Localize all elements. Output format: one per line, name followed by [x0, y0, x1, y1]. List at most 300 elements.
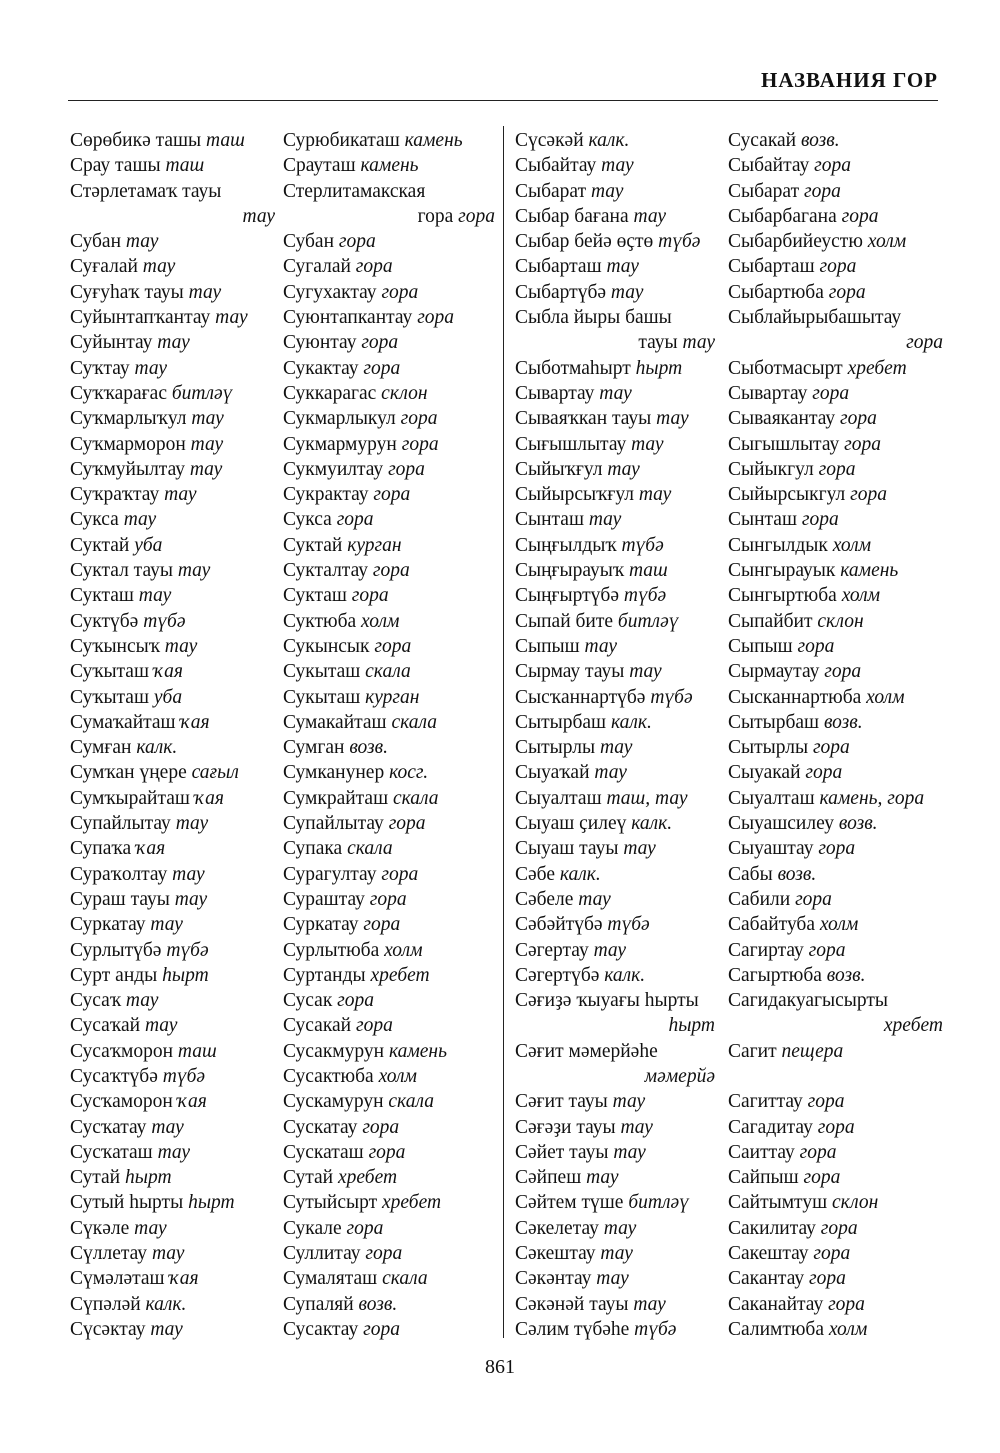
entry-name: Сусактау: [283, 1318, 364, 1340]
dictionary-entry: [515, 609, 715, 634]
entry-name: Суҡыташ: [70, 661, 154, 683]
entry-name: Сәғит мәмерйәһе: [515, 1040, 658, 1062]
dictionary-entry: [515, 1190, 715, 1215]
entry-term: тау: [584, 635, 618, 657]
dictionary-entry: [283, 685, 495, 710]
entry-name: Сыбайтау: [728, 155, 815, 177]
entry-term: тау: [594, 762, 627, 784]
entry-name: Сыбарат: [728, 180, 804, 202]
entry-name: Сытырлы: [515, 737, 600, 759]
entry-term: битләү: [171, 382, 233, 404]
dictionary-entry: [283, 1064, 495, 1089]
entry-term: һырт: [188, 1192, 235, 1214]
entry-term: түбә: [650, 686, 693, 708]
entry-term: уба: [153, 686, 183, 708]
entry-term: тау: [164, 484, 197, 506]
entry-name: Сураштау: [283, 888, 370, 910]
entry-term: склон: [831, 1192, 879, 1214]
entry-name: Сынгырауык: [728, 560, 841, 582]
entry-term: тау: [629, 661, 662, 683]
entry-term: тау: [631, 433, 664, 455]
dictionary-entry: [283, 1317, 495, 1342]
dictionary-entry: [728, 583, 943, 608]
entry-term: гора: [400, 408, 438, 430]
entry-term: холм: [866, 686, 905, 708]
entry-name: Сәкелетау: [515, 1217, 604, 1239]
entry-name: Сывартау: [728, 382, 813, 404]
dictionary-entry: [283, 558, 495, 583]
entry-name: Сыбарташ: [515, 256, 607, 278]
entry-name: Сускамурун: [283, 1091, 389, 1113]
dictionary-entry: [515, 507, 715, 532]
entry-term: ҡая: [177, 1091, 207, 1113]
entry-term: гора: [812, 737, 850, 759]
entry-name: Сыбла йыры башы: [515, 307, 672, 329]
entry-name: Сурюбикаташ: [283, 130, 405, 151]
dictionary-entry: [728, 1013, 943, 1038]
dictionary-entry: [283, 710, 495, 735]
entry-name: Сускатау: [283, 1116, 363, 1138]
dictionary-entry: [728, 963, 943, 988]
entry-name: Сусаҡтүбә: [70, 1065, 163, 1087]
entry-name: Сугухактау: [283, 281, 382, 303]
dictionary-entry: [283, 609, 495, 634]
entry-term: ҡая: [194, 787, 224, 809]
entry-name: Сукса: [283, 509, 337, 531]
entry-name: Сусакмурун: [283, 1040, 389, 1062]
column-bashkir-right: [515, 128, 715, 1342]
entry-name: Сырмау тауы: [515, 661, 630, 683]
entry-name: Сыйырсыҡғул: [515, 484, 639, 506]
entry-term: тау: [599, 382, 632, 404]
dictionary-entry: [70, 811, 275, 836]
entry-term: гора: [841, 205, 879, 227]
dictionary-entry: [515, 229, 715, 254]
dictionary-entry: [70, 229, 275, 254]
entry-term: косг.: [389, 762, 429, 784]
entry-name: гора: [417, 205, 459, 227]
entry-term: гора: [355, 1015, 393, 1037]
entry-name: Сукмуилтау: [283, 458, 389, 480]
dictionary-entry: [515, 1266, 715, 1291]
entry-name: Салимтюба: [728, 1318, 829, 1340]
entry-name: Суркатау: [70, 914, 151, 936]
entry-name: Сәкәнәй тауы: [515, 1293, 634, 1315]
entry-term: тау: [600, 1243, 633, 1265]
dictionary-entry: [283, 862, 495, 887]
entry-term: гора: [808, 939, 846, 961]
entry-name: Сумканунер: [283, 762, 390, 784]
entry-name: Сыуалташ: [728, 787, 820, 809]
entry-term: камень: [840, 560, 899, 582]
dictionary-entry: [728, 1089, 943, 1114]
dictionary-entry: [283, 432, 495, 457]
column-russian-left: [283, 128, 495, 1342]
entry-name: Сумган: [283, 737, 350, 759]
dictionary-entry: [283, 583, 495, 608]
entry-term: һырт: [635, 357, 683, 379]
entry-name: Сурагултау: [283, 863, 382, 885]
dictionary-entry: [70, 1064, 275, 1089]
dictionary-entry: [283, 229, 495, 254]
dictionary-entry: [70, 457, 275, 482]
dictionary-entry: [283, 406, 495, 431]
entry-term: гора: [362, 1116, 400, 1138]
entry-name: Сурлытюба: [283, 939, 385, 961]
entry-term: гора: [840, 408, 877, 430]
entry-name: Сыбартүбә: [515, 281, 611, 303]
entry-term: скала: [391, 711, 437, 733]
dictionary-entry: [515, 179, 715, 204]
dictionary-entry: [728, 254, 943, 279]
entry-term: тау: [682, 332, 715, 354]
dictionary-entry: [515, 330, 715, 355]
entry-name: Субан: [283, 231, 339, 253]
entry-name: Сыуаш ҫилеү: [515, 813, 632, 835]
entry-term: тау: [610, 281, 644, 303]
dictionary-entry: [728, 760, 943, 785]
dictionary-entry: [70, 760, 275, 785]
entry-term: битләү: [617, 610, 679, 632]
dictionary-entry: [515, 482, 715, 507]
dictionary-entry: [515, 1317, 715, 1342]
entry-name: Сыбарат: [515, 180, 591, 202]
dictionary-entry: [70, 786, 275, 811]
dictionary-entry: [728, 887, 943, 912]
entry-name: Суҡмарлыҡул: [70, 408, 192, 430]
entry-term: гора: [824, 661, 862, 683]
dictionary-entry: [515, 558, 715, 583]
dictionary-entry: [283, 128, 495, 153]
dictionary-entry: [70, 735, 275, 760]
entry-term: гора: [795, 888, 832, 910]
dictionary-entry: [515, 432, 715, 457]
entry-name: Суюнтапкантау: [283, 307, 418, 329]
entry-name: Сывартау: [515, 382, 600, 404]
entry-term: холм: [378, 1065, 417, 1087]
dictionary-entry: [515, 685, 715, 710]
entry-name: Сыбайтау: [515, 155, 602, 177]
entry-name: Суғалай: [70, 256, 143, 278]
dictionary-entry: [283, 280, 495, 305]
entry-term: гора: [417, 307, 455, 329]
dictionary-entry: [283, 963, 495, 988]
dictionary-entry: [515, 735, 715, 760]
entry-term: гора: [458, 205, 495, 227]
entry-term: скала: [347, 838, 393, 860]
entry-name: Сагиттау: [728, 1091, 808, 1113]
entry-name: Саканайтау: [728, 1293, 829, 1315]
entry-name: Сыпыш: [515, 635, 585, 657]
entry-term: холм: [832, 534, 872, 556]
entry-name: тауы: [638, 332, 683, 354]
entry-term: гора: [818, 458, 856, 480]
entry-term: мәмерйә: [644, 1065, 715, 1087]
entry-term: гора: [808, 1268, 846, 1290]
entry-name: Сурлытүбә: [70, 939, 167, 961]
dictionary-entry: [728, 634, 943, 659]
dictionary-entry: [728, 507, 943, 532]
dictionary-entry: [728, 457, 943, 482]
entry-name: Сусак: [283, 990, 338, 1012]
entry-term: тау: [144, 1015, 178, 1037]
entry-term: тау: [157, 1141, 191, 1163]
entry-name: Сукыташ: [283, 686, 366, 708]
entry-term: тау: [578, 888, 611, 910]
entry-term: тау: [175, 813, 209, 835]
entry-term: калк.: [610, 711, 652, 733]
entry-term: калк.: [136, 737, 178, 759]
entry-term: тау: [606, 256, 639, 278]
dictionary-entry: [515, 710, 715, 735]
entry-name: Сусаҡморон: [70, 1040, 178, 1062]
entry-name: Сываякантау: [728, 408, 841, 430]
entry-name: Сыңғылдыҡ: [515, 534, 622, 556]
dictionary-entry: [283, 1039, 495, 1064]
entry-term: гора: [368, 1141, 406, 1163]
entry-name: Суҡҡарағас: [70, 382, 172, 404]
entry-term: тау: [607, 458, 640, 480]
entry-term: склон: [817, 610, 864, 632]
dictionary-entry: [283, 887, 495, 912]
entry-term: тау: [599, 737, 633, 759]
dictionary-entry: [728, 1140, 943, 1165]
entry-term: тау: [172, 863, 205, 885]
entry-name: Сыбарташ: [728, 256, 820, 278]
entry-name: Сысҡаннартүбә: [515, 686, 651, 708]
entry-term: гора: [372, 560, 410, 582]
entry-term: гора: [365, 1243, 403, 1265]
entry-term: хребет: [381, 1192, 442, 1214]
entry-term: түбә: [166, 939, 209, 961]
entry-term: тау: [188, 281, 222, 303]
dictionary-entry: [283, 330, 495, 355]
dictionary-entry: [70, 305, 275, 330]
dictionary-entry: [70, 1089, 275, 1114]
entry-term: гора: [401, 433, 439, 455]
dictionary-entry: [70, 254, 275, 279]
dictionary-entry: [728, 229, 943, 254]
entry-name: Сываяҡкан тауы: [515, 408, 657, 430]
entry-name: Сәғит тауы: [515, 1091, 613, 1113]
entry-name: Сыбарбийеустю: [728, 231, 868, 253]
entry-term: ҡая: [169, 1268, 199, 1290]
dictionary-entry: [283, 179, 495, 204]
entry-name: Суктай: [70, 534, 135, 556]
entry-name: Сыуаҡай: [515, 762, 595, 784]
dictionary-entry: [70, 583, 275, 608]
entry-name: Суҡынсыҡ: [70, 635, 165, 657]
entry-name: Сусҡаташ: [70, 1141, 158, 1163]
entry-name: Сытырбаш: [515, 711, 611, 733]
dictionary-entry: [515, 254, 715, 279]
entry-name: Сыйыҡғул: [515, 458, 608, 480]
entry-name: Сәгертау: [515, 939, 594, 961]
entry-name: Сәбеле: [515, 888, 579, 910]
dictionary-entry: [70, 533, 275, 558]
entry-term: гора: [363, 914, 401, 936]
dictionary-entry: [728, 1266, 943, 1291]
entry-name: Сураҡолтау: [70, 863, 173, 885]
dictionary-entry: [728, 786, 943, 811]
dictionary-entry: [283, 912, 495, 937]
entry-name: Сусакай: [728, 130, 801, 151]
entry-name: Сусаҡ: [70, 990, 126, 1012]
entry-term: скала: [392, 787, 439, 809]
dictionary-entry: [70, 634, 275, 659]
dictionary-entry: [283, 1190, 495, 1215]
dictionary-entry: [70, 887, 275, 912]
entry-term: возв.: [826, 964, 866, 986]
dictionary-entry: [515, 1165, 715, 1190]
entry-term: хребет: [847, 357, 907, 379]
entry-name: Сәбәйтүбә: [515, 914, 608, 936]
entry-name: Сәбе: [515, 863, 560, 885]
dictionary-entry: [728, 862, 943, 887]
entry-term: холм: [867, 231, 907, 253]
dictionary-entry: [283, 659, 495, 684]
dictionary-entry: [515, 305, 715, 330]
entry-name: Сумҡан үңере: [70, 762, 192, 784]
entry-name: Сумакайташ: [283, 711, 392, 733]
entry-name: Сүпәләй: [70, 1293, 146, 1315]
entry-term: возв.: [777, 863, 817, 885]
entry-term: скала: [365, 661, 411, 683]
entry-name: Сыйыкгул: [728, 458, 819, 480]
entry-name: Сусҡатау: [70, 1116, 152, 1138]
entry-term: калк.: [604, 964, 646, 986]
dictionary-entry: [728, 1039, 943, 1064]
dictionary-entry: [283, 1216, 495, 1241]
entry-term: тау: [125, 231, 159, 253]
dictionary-entry: [515, 1140, 715, 1165]
entry-term: ҡая: [180, 711, 210, 733]
dictionary-entry: [70, 1292, 275, 1317]
entry-term: тау: [174, 888, 208, 910]
entry-name: Супайлытау: [283, 813, 389, 835]
dictionary-entry: [515, 280, 715, 305]
entry-term: возв.: [800, 130, 840, 151]
entry-name: Сукташ: [70, 585, 139, 607]
column-bashkir-left: [70, 128, 275, 1342]
dictionary-entry: [728, 533, 943, 558]
entry-term: холм: [819, 914, 859, 936]
dictionary-entry: [283, 533, 495, 558]
entry-name: Суҡраҡтау: [70, 484, 165, 506]
dictionary-entry: [515, 204, 715, 229]
entry-name: Сыпай бите: [515, 610, 618, 632]
entry-term: гора: [805, 762, 843, 784]
entry-term: холм: [361, 610, 400, 632]
dictionary-entry: [70, 1266, 275, 1291]
entry-term: гора: [813, 1243, 851, 1265]
entry-name: Сукале: [283, 1217, 347, 1239]
entry-term: курган: [347, 534, 402, 556]
dictionary-entry: [70, 280, 275, 305]
entry-term: гора: [388, 813, 426, 835]
dictionary-entry: [728, 381, 943, 406]
dictionary-entry: [283, 507, 495, 532]
entry-name: Сүкәле: [70, 1217, 135, 1239]
dictionary-entry: [515, 1115, 715, 1140]
entry-name: Суктай: [283, 534, 348, 556]
entry-name: Супака: [283, 838, 348, 860]
dictionary-entry: [728, 1317, 943, 1342]
dictionary-entry: [283, 811, 495, 836]
entry-name: Сукмарлыкул: [283, 408, 401, 430]
dictionary-entry: [70, 153, 275, 178]
entry-term: камень, гора: [819, 787, 925, 809]
entry-name: Сутый һырты: [70, 1192, 189, 1214]
entry-term: таш: [177, 1040, 217, 1062]
dictionary-entry: [70, 862, 275, 887]
entry-name: Сәйтем түше: [515, 1192, 629, 1214]
entry-name: Сагадитау: [728, 1116, 818, 1138]
dictionary-entry: [728, 432, 943, 457]
entry-name: Сыңғыртүбә: [515, 585, 624, 607]
entry-term: камень: [360, 155, 419, 177]
entry-name: Сыботмасырт: [728, 357, 848, 379]
entry-term: сағыл: [191, 762, 239, 784]
dictionary-entry: [70, 609, 275, 634]
dictionary-entry: [283, 305, 495, 330]
entry-name: Супаляй: [283, 1293, 359, 1315]
entry-name: Сәғиҙә ҡыуағы һырты: [515, 990, 699, 1012]
dictionary-entry: [283, 254, 495, 279]
entry-name: Сүллетау: [70, 1243, 152, 1265]
dictionary-entry: [70, 710, 275, 735]
entry-term: тау: [164, 635, 198, 657]
dictionary-entry: [728, 1190, 943, 1215]
entry-term: һырт: [125, 1167, 172, 1189]
entry-name: Сыпайбит: [728, 610, 818, 632]
entry-term: тау: [603, 1217, 637, 1239]
entry-term: тау: [586, 1167, 619, 1189]
entry-term: гора: [801, 509, 839, 531]
entry-term: гора: [381, 281, 419, 303]
dictionary-entry: [515, 153, 715, 178]
entry-name: Сагыртюба: [728, 964, 827, 986]
entry-name: Сыуалташ: [515, 787, 607, 809]
column-divider: [503, 126, 504, 1338]
entry-term: уба: [134, 534, 163, 556]
entry-term: таш: [206, 130, 245, 151]
dictionary-entry: [728, 735, 943, 760]
dictionary-entry: [70, 1216, 275, 1241]
entry-name: Сумҡырайташ: [70, 787, 195, 809]
dictionary-entry: [728, 204, 943, 229]
entry-term: гора: [338, 231, 376, 253]
dictionary-entry: [70, 963, 275, 988]
entry-term: гора: [799, 1141, 837, 1163]
entry-name: Сабайтуба: [728, 914, 820, 936]
entry-name: Сысканнартюба: [728, 686, 867, 708]
entry-name: Сусҡаморон: [70, 1091, 178, 1113]
entry-term: гора: [355, 256, 393, 278]
dictionary-entry: [728, 1165, 943, 1190]
dictionary-entry: [283, 988, 495, 1013]
dictionary-entry: [70, 1115, 275, 1140]
entry-term: түбә: [162, 1065, 206, 1087]
dictionary-entry: [515, 128, 715, 153]
entry-term: гора: [374, 635, 412, 657]
entry-name: Сыбартюба: [728, 281, 829, 303]
dictionary-entry: [70, 1165, 275, 1190]
dictionary-entry: [728, 179, 943, 204]
dictionary-entry: [728, 659, 943, 684]
dictionary-entry: [728, 685, 943, 710]
entry-name: Сусактюба: [283, 1065, 379, 1087]
